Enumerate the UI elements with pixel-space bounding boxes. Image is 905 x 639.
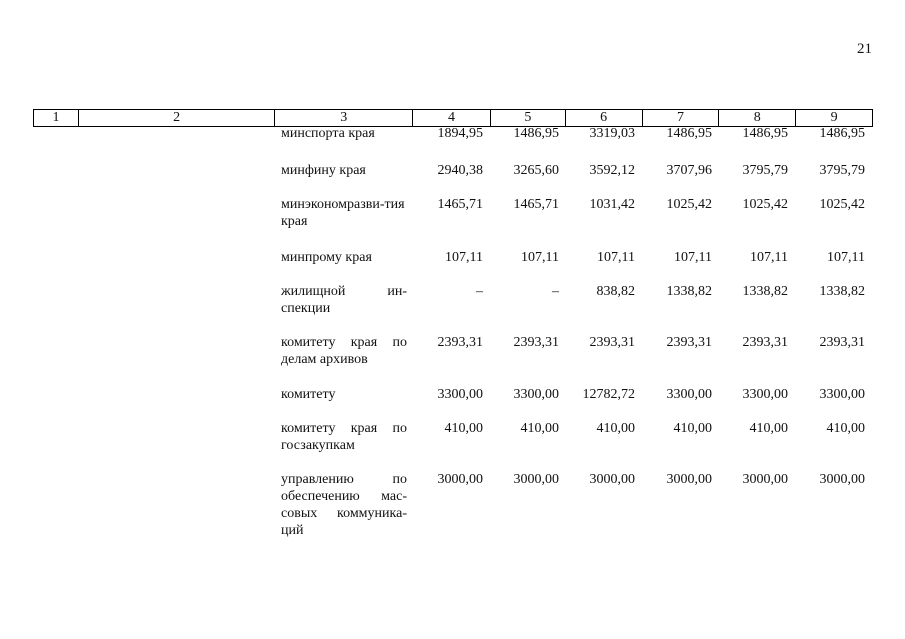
value-cell: 1486,95 — [742, 126, 788, 141]
value-cell: 2393,31 — [437, 335, 483, 350]
value-cell: 107,11 — [445, 250, 483, 265]
value-cell: 2393,31 — [589, 335, 635, 350]
value-cell: 2393,31 — [819, 335, 865, 350]
row-label: минэкономразви-тия края — [281, 197, 405, 229]
value-cell: 3795,79 — [742, 163, 788, 178]
value-cell: 3300,00 — [437, 387, 483, 402]
header-cell: 4 — [412, 110, 490, 126]
value-cell: 2393,31 — [666, 335, 712, 350]
value-cell: 3000,00 — [589, 472, 635, 487]
value-cell: 3000,00 — [742, 472, 788, 487]
value-cell: 1486,95 — [513, 126, 559, 141]
value-cell: 2393,31 — [513, 335, 559, 350]
value-cell: 1338,82 — [666, 284, 712, 299]
value-cell: 2393,31 — [742, 335, 788, 350]
value-cell: 107,11 — [597, 250, 635, 265]
value-cell: 3300,00 — [819, 387, 865, 402]
value-cell: 1486,95 — [666, 126, 712, 141]
value-cell: 3795,79 — [819, 163, 865, 178]
value-cell: 1031,42 — [589, 197, 635, 212]
header-cell: 8 — [718, 110, 795, 126]
value-cell: 838,82 — [596, 284, 635, 299]
header-cell: 2 — [78, 110, 275, 126]
value-cell: 3300,00 — [742, 387, 788, 402]
value-cell: 3000,00 — [819, 472, 865, 487]
value-cell: 1025,42 — [666, 197, 712, 212]
header-cell: 5 — [490, 110, 565, 126]
row-label: жилищной ин-спекции — [281, 284, 407, 316]
value-cell: 2940,38 — [437, 163, 483, 178]
value-cell: 3300,00 — [666, 387, 712, 402]
row-label: управлению по обеспечению мас-совых коммуника-ций — [281, 472, 407, 538]
value-cell: – — [552, 284, 559, 299]
value-cell: 107,11 — [750, 250, 788, 265]
header-cell: 3 — [274, 110, 412, 126]
value-cell: 1025,42 — [742, 197, 788, 212]
row-label: минфину края — [281, 163, 366, 178]
value-cell: 410,00 — [673, 421, 712, 436]
value-cell: 3707,96 — [666, 163, 712, 178]
value-cell: 1465,71 — [437, 197, 483, 212]
value-cell: 1486,95 — [819, 126, 865, 141]
value-cell: 410,00 — [520, 421, 559, 436]
value-cell: 107,11 — [521, 250, 559, 265]
value-cell: 1338,82 — [819, 284, 865, 299]
header-cell: 9 — [795, 110, 872, 126]
value-cell: 1025,42 — [819, 197, 865, 212]
value-cell: 107,11 — [674, 250, 712, 265]
value-cell: 410,00 — [596, 421, 635, 436]
value-cell: 107,11 — [827, 250, 865, 265]
row-label: комитету края по госзакупкам — [281, 421, 407, 453]
value-cell: 3000,00 — [437, 472, 483, 487]
page-number: 21 — [857, 41, 872, 57]
value-cell: 410,00 — [826, 421, 865, 436]
row-label: комитету — [281, 387, 336, 402]
header-cell: 6 — [565, 110, 642, 126]
row-label: минпрому края — [281, 250, 372, 265]
value-cell: 3265,60 — [513, 163, 559, 178]
value-cell: 3592,12 — [589, 163, 635, 178]
value-cell: 1465,71 — [513, 197, 559, 212]
row-label: комитету края по делам архивов — [281, 335, 407, 367]
header-cell: 1 — [52, 110, 60, 125]
value-cell: 3300,00 — [513, 387, 559, 402]
value-cell: – — [476, 284, 483, 299]
value-cell: 410,00 — [749, 421, 788, 436]
header-cell: 7 — [642, 110, 719, 126]
value-cell: 1338,82 — [742, 284, 788, 299]
value-cell: 3000,00 — [513, 472, 559, 487]
value-cell: 12782,72 — [582, 387, 635, 402]
row-label: минспорта края — [281, 126, 375, 141]
value-cell: 410,00 — [444, 421, 483, 436]
value-cell: 1894,95 — [437, 126, 483, 141]
value-cell: 3319,03 — [589, 126, 635, 141]
value-cell: 3000,00 — [666, 472, 712, 487]
